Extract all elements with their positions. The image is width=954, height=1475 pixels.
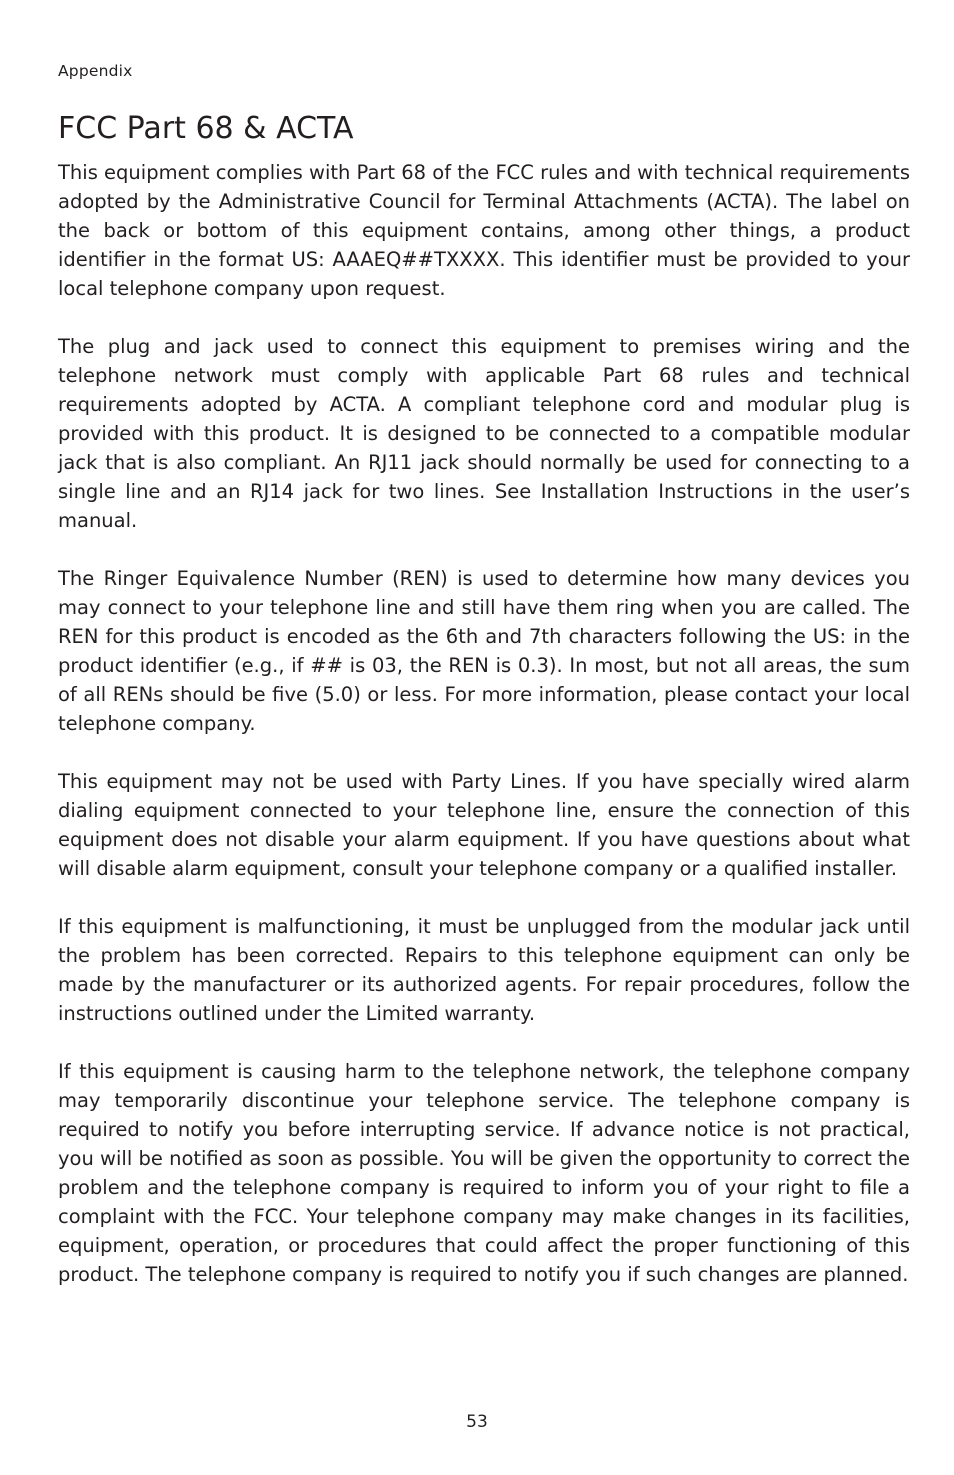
page-title: FCC Part 68 & ACTA [58,111,354,146]
paragraph-network-harm: If this equipment is causing harm to the telephone network, the telephone company may temporarily discontinue your telephone service. The telephone company is required to notify you before interrupting service. If advance notice is not practical, you will be notified as soon as possible. You will be given the opportunity to correct the problem and the telephone company is required to inform you of your right to file a complaint with the FCC. Your telephone company may make changes in its facilities, equipment, operation, or procedures that could affect the proper functioning of this product. The telephone company is required to notify you if such changes are planned. [58,1060,910,1286]
page-number: 53 [466,1412,488,1432]
paragraph-malfunction: If this equipment is malfunctioning, it must be unplugged from the modular jack until the problem has been corrected. Repairs to this telephone equipment can only be made by the manufacturer or its authorized agents. For repair procedures, follow the instructions outlined under the Limited warranty. [58,915,910,1025]
paragraph-plug-and-jack: The plug and jack used to connect this equipment to premises wiring and the telephone network must comply with applicable Part 68 rules and technical requirements adopted by ACTA. A compliant telephone cord and modular plug is provided with this product. It is designed to be connected to a compatible modular jack that is also compliant. An RJ11 jack should normally be used for connecting to a single line and an RJ14 jack for two lines. See Installation Instructions in the user’s manual. [58,335,910,532]
section-label: Appendix [58,62,133,80]
paragraph-party-lines: This equipment may not be used with Party Lines. If you have specially wired alarm dialing equipment connected to your telephone line, ensure the connection of this equipment does not disable your alarm equipment. If you have questions about what will disable alarm equipment, consult your telephone company or a qualified installer. [58,770,910,880]
body-content [58,158,910,1318]
paragraph-ren: The Ringer Equivalence Number (REN) is used to determine how many devices you may connect to your telephone line and still have them ring when you are called. The REN for this product is encoded as the 6th and 7th characters following the US: in the product identifier (e.g., if ## is 03, the REN is 0.3). In most, but not all areas, the sum of all RENs should be five (5.0) or less. For more information, please contact your local telephone company. [58,567,910,735]
paragraph-compliance: This equipment complies with Part 68 of the FCC rules and with technical requirements adopted by the Administrative Council for Terminal Attachments (ACTA). The label on the back or bottom of this equipment contains, among other things, a product identifier in the format US: AAAEQ##TXXXX. This identifier must be provided to your local telephone company upon request. [58,161,910,300]
